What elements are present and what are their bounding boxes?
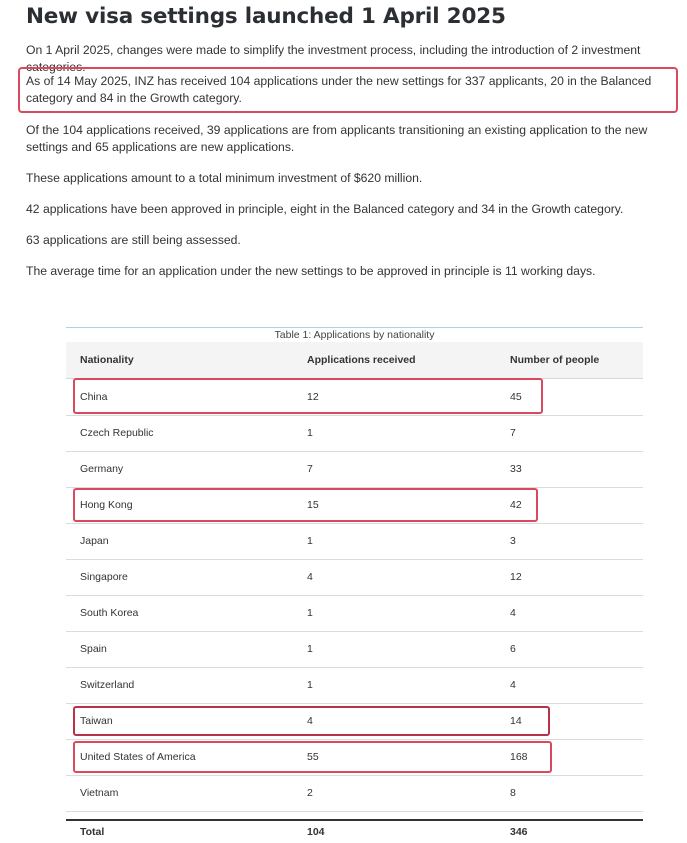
table-row	[66, 595, 643, 632]
cell-people: 8	[510, 787, 516, 799]
cell-people: 33	[510, 463, 522, 475]
cell-nationality: Switzerland	[80, 679, 135, 691]
highlight-box-china	[73, 378, 543, 414]
table-caption: Table 1: Applications by nationality	[274, 329, 435, 341]
cell-applications: 1	[307, 427, 313, 439]
cell-nationality: United States of America	[80, 751, 196, 763]
total-label: Total	[80, 826, 105, 838]
table-row	[66, 631, 643, 668]
cell-people: 12	[510, 571, 522, 583]
cell-nationality: Japan	[80, 535, 109, 547]
highlight-box-hong-kong	[73, 488, 538, 522]
table-total-row	[66, 819, 643, 843]
table-row	[66, 415, 643, 452]
cell-applications: 2	[307, 787, 313, 799]
applications-summary-paragraph: As of 14 May 2025, INZ has received 104 applications under the new settings for 337 applicants, 20 in the Balanced category and 84 in the Growth category.	[26, 74, 652, 105]
cell-people: 14	[510, 715, 522, 727]
processing-time-paragraph: The average time for an application under the new settings to be approved in principle is 11 working days.	[26, 264, 596, 278]
cell-nationality: Singapore	[80, 571, 128, 583]
assessed-paragraph: 63 applications are still being assessed.	[26, 233, 241, 247]
highlight-box-taiwan	[73, 706, 550, 736]
cell-applications: 1	[307, 643, 313, 655]
table-top-rule	[66, 327, 643, 328]
cell-applications: 1	[307, 679, 313, 691]
approved-paragraph: 42 applications have been approved in principle, eight in the Balanced category and 34 in the Growth category.	[26, 202, 624, 216]
highlight-box-usa	[73, 741, 552, 773]
cell-applications: 7	[307, 463, 313, 475]
table-header-row	[66, 342, 643, 379]
cell-people: 6	[510, 643, 516, 655]
header-nationality: Nationality	[80, 354, 134, 366]
cell-people: 7	[510, 427, 516, 439]
cell-nationality: Czech Republic	[80, 427, 154, 439]
table-row	[66, 775, 643, 812]
cell-people: 4	[510, 607, 516, 619]
table-row	[66, 523, 643, 560]
transition-paragraph: Of the 104 applications received, 39 applications are from applicants transitioning an existing application to the new settings and 65 applications are new applications.	[26, 123, 648, 154]
cell-nationality: China	[80, 391, 108, 403]
cell-nationality: Hong Kong	[80, 499, 133, 511]
cell-nationality: Germany	[80, 463, 124, 475]
investment-paragraph: These applications amount to a total minimum investment of $620 million.	[26, 171, 423, 185]
cell-people: 3	[510, 535, 516, 547]
cell-applications: 15	[307, 499, 319, 511]
cell-people: 45	[510, 391, 522, 403]
cell-applications: 1	[307, 535, 313, 547]
total-applications: 104	[307, 826, 325, 838]
cell-nationality: Spain	[80, 643, 107, 655]
cell-applications: 4	[307, 715, 313, 727]
cell-people: 42	[510, 499, 522, 511]
table-row	[66, 451, 643, 488]
header-number-of-people: Number of people	[510, 354, 600, 366]
cell-applications: 12	[307, 391, 319, 403]
table-row	[66, 667, 643, 704]
header-applications-received: Applications received	[307, 354, 416, 366]
cell-applications: 1	[307, 607, 313, 619]
intro-paragraph: On 1 April 2025, changes were made to simplify the investment process, including the introduction of 2 investment categories.	[26, 43, 641, 74]
cell-people: 4	[510, 679, 516, 691]
cell-nationality: Vietnam	[80, 787, 119, 799]
total-people: 346	[510, 826, 528, 838]
page-title: New visa settings launched 1 April 2025	[26, 4, 506, 29]
cell-nationality: South Korea	[80, 607, 139, 619]
table-row	[66, 559, 643, 596]
cell-people: 168	[510, 751, 528, 763]
cell-applications: 4	[307, 571, 313, 583]
cell-nationality: Taiwan	[80, 715, 113, 727]
cell-applications: 55	[307, 751, 319, 763]
